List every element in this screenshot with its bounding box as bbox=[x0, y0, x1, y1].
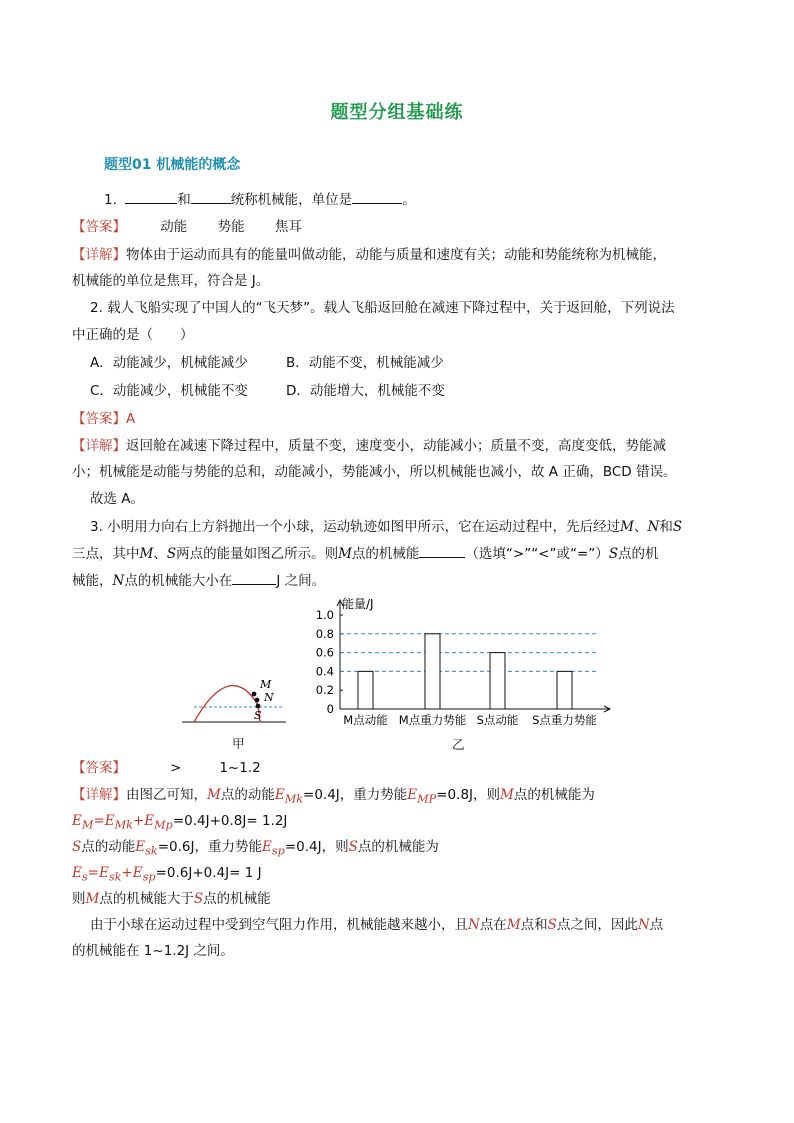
point-n-dot bbox=[255, 698, 260, 703]
symbol-e: E bbox=[261, 839, 272, 855]
point-n: N bbox=[112, 573, 125, 589]
symbol-e: E bbox=[135, 839, 146, 855]
detail-label: 【详解】 bbox=[72, 787, 126, 803]
figure-yi-caption: 乙 bbox=[452, 737, 465, 752]
page-title: 题型分组基础练 bbox=[330, 102, 464, 123]
point-s: S bbox=[166, 546, 177, 562]
q2-stem-line-1: 2. 载人飞船实现了中国人的“飞天梦”。载人飞船返回舱在减速下降过程中，关于返回舱，下列说法 bbox=[90, 300, 675, 316]
question-1 bbox=[104, 191, 416, 209]
point-s: S bbox=[547, 917, 557, 933]
q3-detail-text: =0.4J，则 bbox=[284, 839, 349, 855]
q3-equation-1 bbox=[72, 812, 287, 835]
bar bbox=[490, 653, 505, 709]
q3-detail-text: 则 bbox=[72, 891, 86, 907]
q1-answer bbox=[72, 218, 302, 236]
q3-text: 和 bbox=[659, 519, 673, 535]
subscript: sk bbox=[145, 844, 158, 858]
q3-text: 、 bbox=[634, 519, 648, 535]
q3-stem-line-2 bbox=[72, 545, 659, 563]
q1-blank-1[interactable] bbox=[125, 191, 177, 204]
q3-text: 点的机械能大小在 bbox=[124, 573, 233, 589]
label-n: N bbox=[264, 691, 274, 704]
point-m: M bbox=[139, 546, 154, 562]
q3-detail-text: 点的机械能为 bbox=[357, 839, 439, 855]
q3-answer-2: 1~1.2 bbox=[219, 760, 261, 776]
q3-text: 3. 小明用力向右上方斜抛出一个小球，运动轨迹如图甲所示，它在运动过程中，先后经过 bbox=[90, 519, 621, 535]
q1-text-3: 。 bbox=[402, 192, 416, 208]
q1-answer-3: 焦耳 bbox=[274, 219, 302, 235]
y-tick-label: 0.4 bbox=[315, 664, 334, 679]
bar bbox=[425, 634, 440, 709]
y-tick-label: 0.6 bbox=[315, 645, 334, 660]
q3-text: 点的机械能 bbox=[351, 546, 420, 562]
y-tick-label: 0.8 bbox=[315, 626, 334, 641]
q3-answer-1: > bbox=[170, 760, 182, 776]
q3-detail-text: =0.6J，重力势能 bbox=[157, 839, 262, 855]
q3-detail-text: 点的动能 bbox=[81, 839, 136, 855]
point-m: M bbox=[620, 519, 634, 535]
q2-option-b[interactable]: B．动能不变，机械能减少 bbox=[286, 355, 444, 371]
point-s: S bbox=[348, 839, 358, 855]
q3-stem-line-3 bbox=[72, 572, 325, 590]
q2-conclusion: 故选 A。 bbox=[90, 491, 145, 507]
q2-option-d[interactable]: D．动能增大，机械能不变 bbox=[286, 383, 445, 399]
point-m-dot bbox=[252, 692, 257, 697]
eq-sub: sk bbox=[108, 870, 122, 884]
q3-text: J 之间。 bbox=[276, 573, 326, 589]
q3-detail-text: 点之间，因此 bbox=[556, 917, 638, 933]
subscript: Mk bbox=[284, 792, 304, 806]
q1-detail-line-1 bbox=[72, 246, 666, 264]
q2-answer bbox=[72, 410, 135, 428]
q3-detail-text: 点的机械能大于 bbox=[99, 891, 194, 907]
label-s: S bbox=[254, 709, 262, 722]
q3-detail-text: =0.8J，则 bbox=[436, 787, 501, 803]
q1-blank-2[interactable] bbox=[191, 191, 231, 204]
q3-blank-2[interactable] bbox=[232, 572, 276, 585]
q3-text: 点的机 bbox=[618, 546, 659, 562]
y-tick-label: 0.2 bbox=[315, 683, 334, 698]
eq-sub: Mp bbox=[154, 818, 173, 832]
symbol-e: E bbox=[274, 787, 285, 803]
category-label: M点重力势能 bbox=[398, 713, 467, 727]
eq-sub: s bbox=[81, 870, 88, 884]
q3-detail-text: =0.4J，重力势能 bbox=[303, 787, 408, 803]
q3-final-line-1 bbox=[90, 916, 663, 934]
point-s: S bbox=[672, 519, 683, 535]
q3-stem-line-1 bbox=[90, 518, 682, 536]
q3-equation-2 bbox=[72, 864, 262, 887]
point-s: S bbox=[72, 839, 82, 855]
point-n: N bbox=[637, 917, 650, 933]
q3-detail-line-s bbox=[72, 838, 439, 861]
figure-jia-caption: 甲 bbox=[232, 736, 245, 751]
eq-part: =0.6J+0.4J= 1 J bbox=[155, 865, 262, 881]
bar bbox=[358, 671, 373, 709]
q3-answer bbox=[72, 759, 261, 777]
q3-detail-text: 点在 bbox=[479, 917, 507, 933]
q2-option-c[interactable]: C．动能减少，机械能不变 bbox=[90, 383, 248, 399]
q3-detail-text: 点的机械能 bbox=[203, 891, 271, 907]
category-label: S点重力势能 bbox=[532, 713, 597, 727]
point-m: M bbox=[207, 787, 221, 803]
q3-text: 械能， bbox=[72, 573, 113, 589]
q3-detail-line-1 bbox=[72, 786, 595, 809]
label-m: M bbox=[260, 678, 272, 691]
q2-detail-line-1 bbox=[72, 437, 666, 455]
detail-label: 【详解】 bbox=[72, 438, 126, 454]
answer-label: 【答案】 bbox=[72, 219, 126, 235]
eq-sub: sp bbox=[142, 870, 156, 884]
subscript: MP bbox=[417, 792, 437, 806]
q3-comparison bbox=[72, 890, 271, 908]
q3-text: 两点的能量如图乙所示。则 bbox=[176, 546, 339, 562]
point-n: N bbox=[647, 519, 660, 535]
q1-text-2: 统称机械能，单位是 bbox=[230, 192, 353, 208]
point-m: M bbox=[338, 546, 352, 562]
q3-text: （选填“>”“<”或“=”） bbox=[465, 546, 609, 562]
q2-detail-text-1: 返回舱在减速下降过程中，质量不变，速度变小，动能减小；质量不变，高度变低，势能减 bbox=[126, 438, 666, 454]
q1-answer-2: 势能 bbox=[217, 219, 245, 235]
q1-detail-text-1: 物体由于运动而具有的能量叫做动能，动能与质量和速度有关；动能和势能统称为机械能， bbox=[126, 247, 666, 263]
q2-option-a[interactable]: A．动能减少，机械能减少 bbox=[90, 355, 248, 371]
point-n: N bbox=[468, 917, 480, 933]
detail-label: 【详解】 bbox=[72, 247, 126, 263]
q3-detail-text: 由图乙可知， bbox=[126, 787, 207, 803]
answer-label: 【答案】 bbox=[72, 760, 126, 776]
y-axis-label: 能量/J bbox=[342, 597, 374, 611]
q1-text-1: 和 bbox=[177, 192, 191, 208]
y-tick-label: 1.0 bbox=[315, 608, 334, 622]
y-tick-label: 0 bbox=[326, 702, 334, 716]
q3-text: 三点，其中 bbox=[72, 546, 140, 562]
q3-detail-text: 点的机械能为 bbox=[513, 787, 595, 803]
point-m: M bbox=[500, 787, 514, 803]
q1-detail-line-2: 机械能的单位是焦耳，符合是 J。 bbox=[72, 273, 270, 289]
q3-detail-text: 由于小球在运动过程中受到空气阻力作用，机械能越来越小，且 bbox=[90, 917, 468, 933]
eq-sub: M bbox=[81, 818, 94, 832]
q3-detail-text: 点 bbox=[649, 917, 664, 933]
point-s: S bbox=[608, 546, 619, 562]
category-label: S点动能 bbox=[476, 713, 519, 727]
bar bbox=[557, 671, 572, 709]
answer-label: 【答案】 bbox=[72, 411, 126, 427]
section-heading: 题型01 机械能的概念 bbox=[104, 157, 241, 173]
subscript: sp bbox=[271, 844, 285, 858]
q3-blank-1[interactable] bbox=[419, 545, 465, 558]
eq-part: +E bbox=[121, 865, 143, 881]
eq-sub: Mk bbox=[114, 818, 133, 832]
q1-number: 1. bbox=[104, 192, 117, 208]
energy-bar-chart bbox=[300, 596, 620, 736]
eq-part: E bbox=[72, 813, 82, 829]
eq-part: =E bbox=[87, 865, 109, 881]
eq-part: +E bbox=[132, 813, 155, 829]
q3-detail-text: 点和 bbox=[520, 917, 548, 933]
point-s-dot bbox=[256, 704, 261, 709]
eq-part: E bbox=[72, 865, 82, 881]
q3-final-line-2: 的机械能在 1~1.2J 之间。 bbox=[72, 943, 234, 959]
q2-detail-line-2: 小；机械能是动能与势能的总和，动能减小，势能减小，所以机械能也减小，故 A 正确，BCD 错误。 bbox=[72, 464, 677, 480]
point-s: S bbox=[193, 891, 204, 907]
eq-part: =0.4J+0.8J= 1.2J bbox=[172, 813, 288, 829]
symbol-e: E bbox=[407, 787, 418, 803]
category-label: M点动能 bbox=[343, 713, 388, 727]
ball-trajectory bbox=[194, 686, 260, 722]
q3-detail-text: 点的动能 bbox=[220, 787, 275, 803]
q2-answer-value: A bbox=[126, 411, 136, 427]
q1-blank-3[interactable] bbox=[352, 191, 402, 204]
point-m: M bbox=[506, 917, 521, 933]
trajectory-figure bbox=[180, 665, 292, 727]
eq-part: =E bbox=[93, 813, 115, 829]
q2-stem-line-2: 中正确的是（ ） bbox=[72, 327, 194, 343]
point-m: M bbox=[85, 891, 100, 907]
q3-text: 、 bbox=[153, 546, 167, 562]
q1-answer-1: 动能 bbox=[160, 219, 188, 235]
